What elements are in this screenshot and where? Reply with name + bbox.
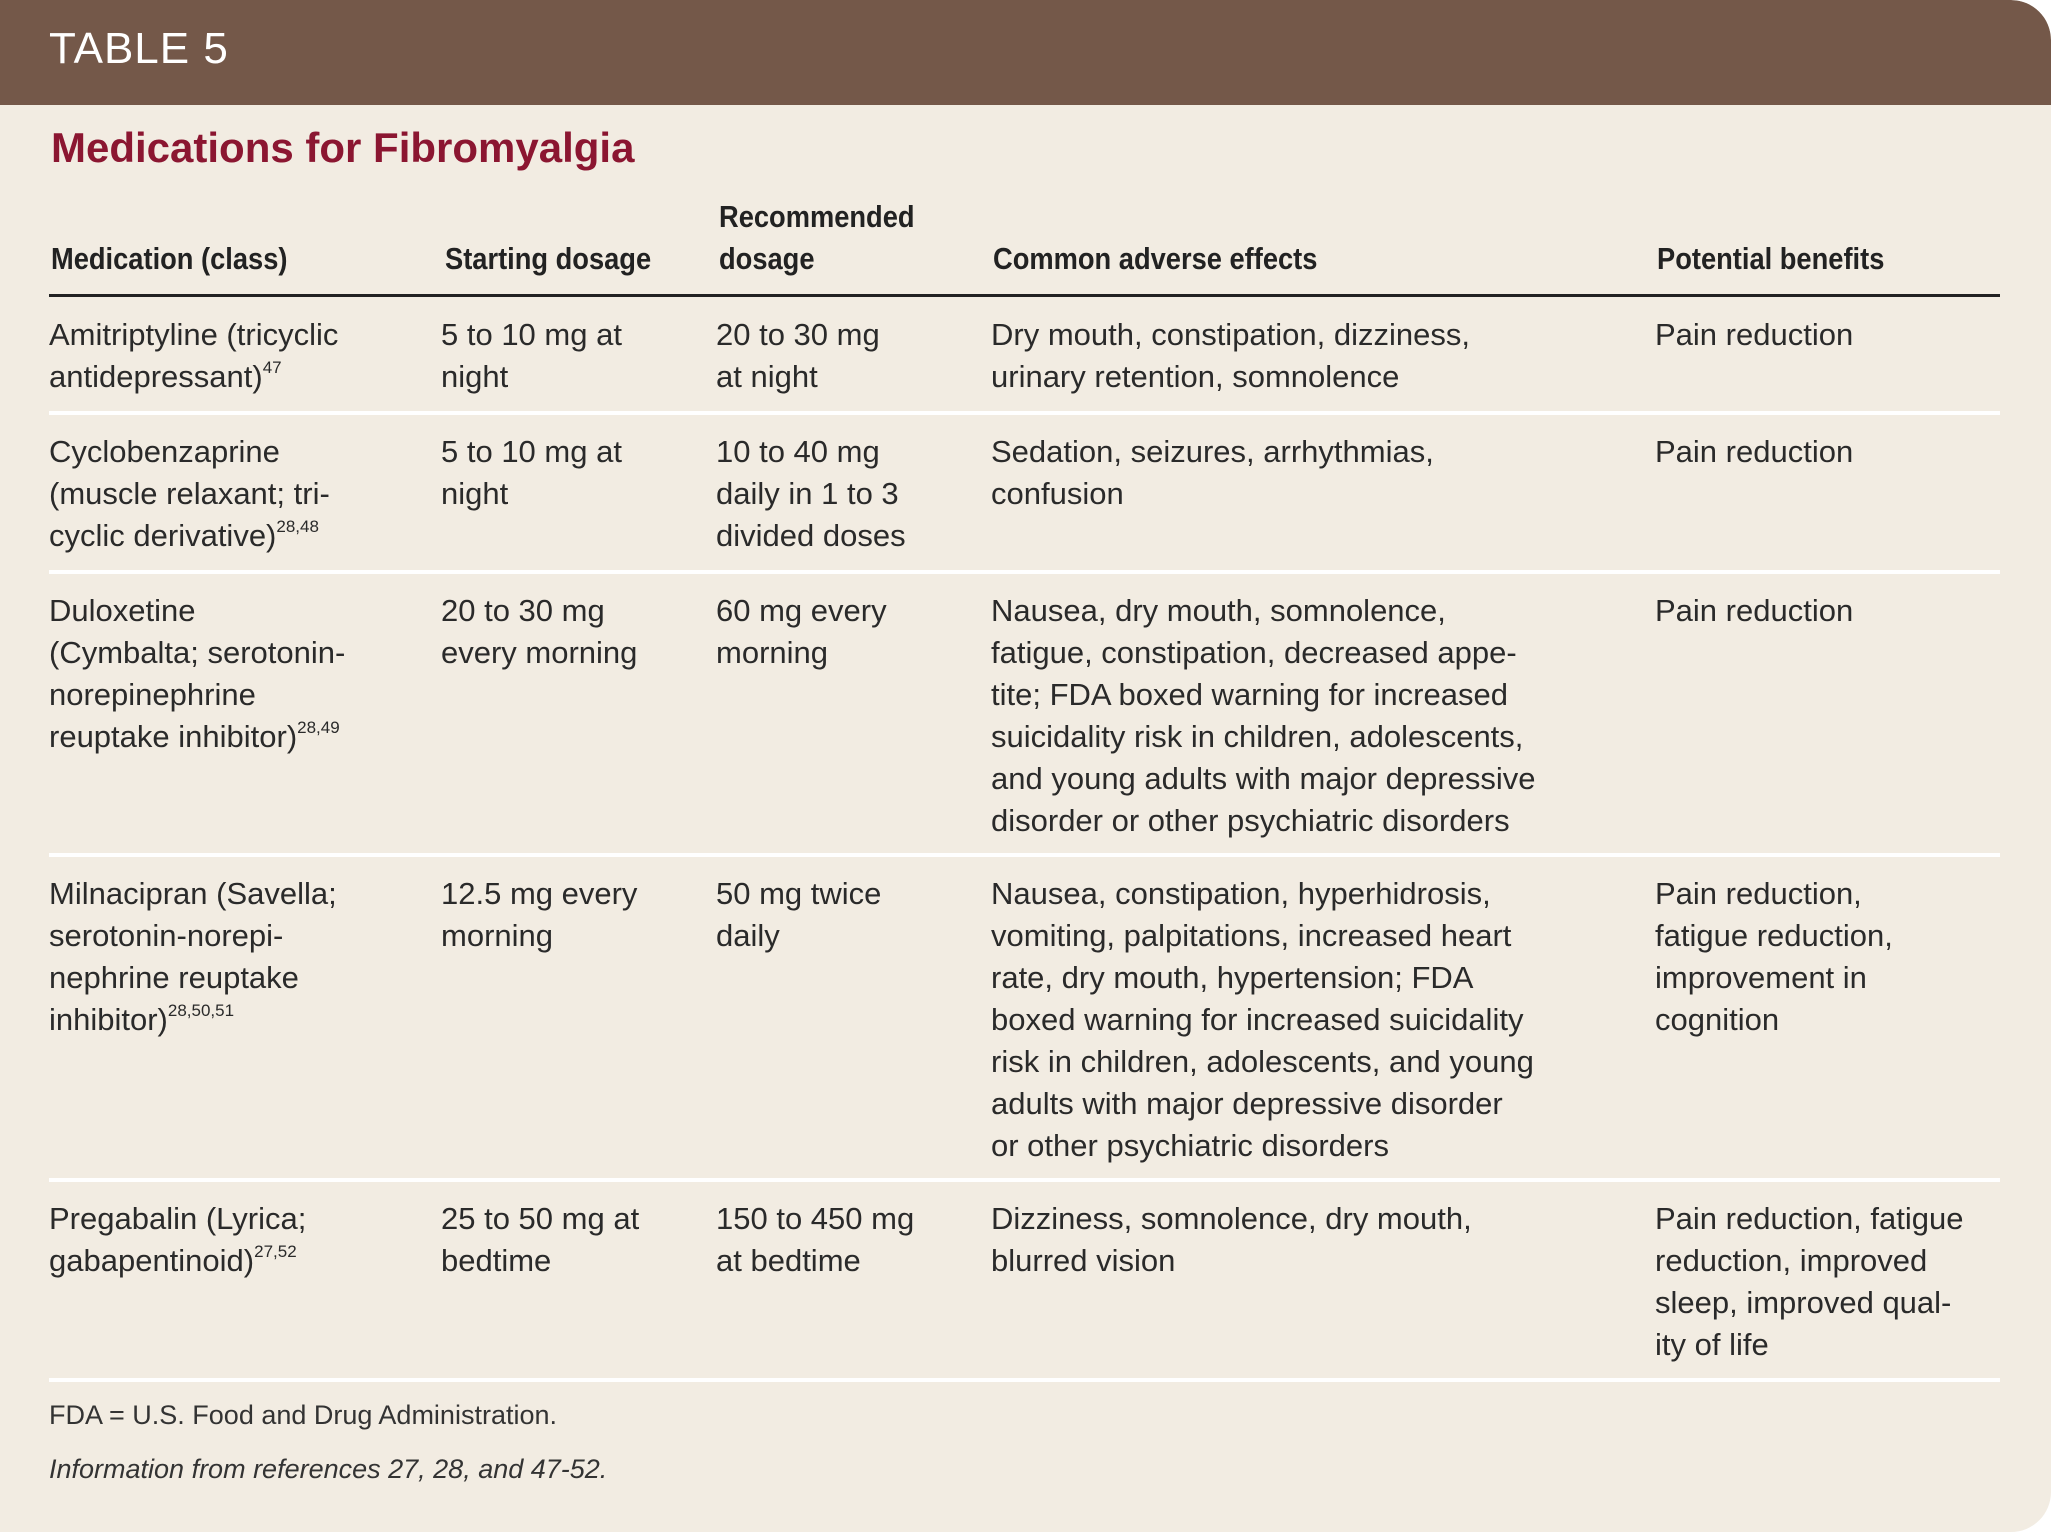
cell-starting-dosage: 5 to 10 mg at night — [441, 317, 622, 394]
cell-starting-dosage: 5 to 10 mg at night — [441, 434, 622, 511]
footnote-source: Information from references 27, 28, and 47-52. — [49, 1454, 608, 1484]
cell-adverse-effects: Dizziness, somnolence, dry mouth, blurred vision — [991, 1201, 1472, 1278]
table-header-bar — [0, 0, 2051, 105]
reference-superscript: 28,49 — [297, 718, 340, 737]
header-rule — [49, 294, 2000, 297]
row-divider — [49, 1178, 2000, 1182]
table-number-label: TABLE 5 — [49, 24, 229, 73]
cell-recommended-dosage: 150 to 450 mg at bedtime — [716, 1201, 915, 1278]
column-header-potential-benefits: Potential benefits — [1657, 241, 1885, 276]
cell-medication: Pregabalin (Lyrica; gabapentinoid)$^{27,52}$ — [49, 1201, 307, 1278]
column-header-adverse-effects: Common adverse effects — [993, 241, 1318, 276]
row-divider — [49, 570, 2000, 574]
reference-superscript: 28,48 — [276, 517, 319, 536]
cell-adverse-effects: Nausea, constipation, hyperhidrosis, vomiting, palpitations, increased heart rate, dry mouth, hypertension; FDA boxed warning for increased suicidality risk in children, adolescents, and young adults with major depressive disorder or other psychiatric disorders — [991, 876, 1534, 1163]
column-header-starting-dosage: Starting dosage — [445, 241, 652, 276]
reference-superscript: 47 — [262, 358, 282, 377]
cell-medication: Milnacipran (Savella; serotonin-norepi- nephrine reuptake inhibitor)$^{28,50,51}$ — [49, 876, 337, 1037]
cell-recommended-dosage: 60 mg every morning — [716, 593, 887, 670]
row-divider — [49, 1378, 2000, 1382]
table-title: Medications for Fibromyalgia — [51, 124, 635, 171]
cell-potential-benefits: Pain reduction — [1655, 593, 1854, 628]
cell-adverse-effects: Nausea, dry mouth, somnolence, fatigue, constipation, decreased appe- tite; FDA boxed warning for increased suicidality risk in children, adolescents, and young adults with major depressive disorder or other psychiatric disorders — [991, 593, 1536, 838]
cell-medication: Cyclobenzaprine (muscle relaxant; tri- cyclic derivative)$^{28,48}$ — [49, 434, 330, 553]
cell-medication: Amitriptyline (tricyclic antidepressant)$^{47}$ — [49, 317, 339, 394]
reference-superscript: 28,50,51 — [167, 1001, 235, 1020]
reference-superscript: 27,52 — [254, 1242, 297, 1261]
cell-adverse-effects: Sedation, seizures, arrhythmias, confusion — [991, 434, 1434, 511]
cell-starting-dosage: 20 to 30 mg every morning — [441, 593, 638, 670]
row-divider — [49, 411, 2000, 415]
cell-potential-benefits: Pain reduction — [1655, 317, 1854, 352]
column-header-medication: Medication (class) — [51, 241, 288, 276]
column-header-recommended-dosage-line1: Recommended — [719, 199, 915, 234]
column-header-recommended-dosage-line2: dosage — [719, 241, 815, 276]
cell-potential-benefits: Pain reduction, fatigue reduction, improved sleep, improved qual- ity of life — [1655, 1201, 1964, 1362]
cell-potential-benefits: Pain reduction — [1655, 434, 1854, 469]
cell-starting-dosage: 25 to 50 mg at bedtime — [441, 1201, 640, 1278]
cell-adverse-effects: Dry mouth, constipation, dizziness, urinary retention, somnolence — [991, 317, 1470, 394]
row-divider — [49, 853, 2000, 857]
footnote-abbreviation: FDA = U.S. Food and Drug Administration. — [49, 1400, 557, 1430]
cell-starting-dosage: 12.5 mg every morning — [441, 876, 638, 953]
cell-recommended-dosage: 10 to 40 mg daily in 1 to 3 divided doses — [716, 434, 906, 553]
cell-potential-benefits: Pain reduction, fatigue reduction, improvement in cognition — [1655, 876, 1893, 1037]
cell-medication: Duloxetine (Cymbalta; serotonin- norepinephrine reuptake inhibitor)$^{28,49}$ — [49, 593, 346, 754]
cell-recommended-dosage: 50 mg twice daily — [716, 876, 882, 953]
cell-recommended-dosage: 20 to 30 mg at night — [716, 317, 880, 394]
